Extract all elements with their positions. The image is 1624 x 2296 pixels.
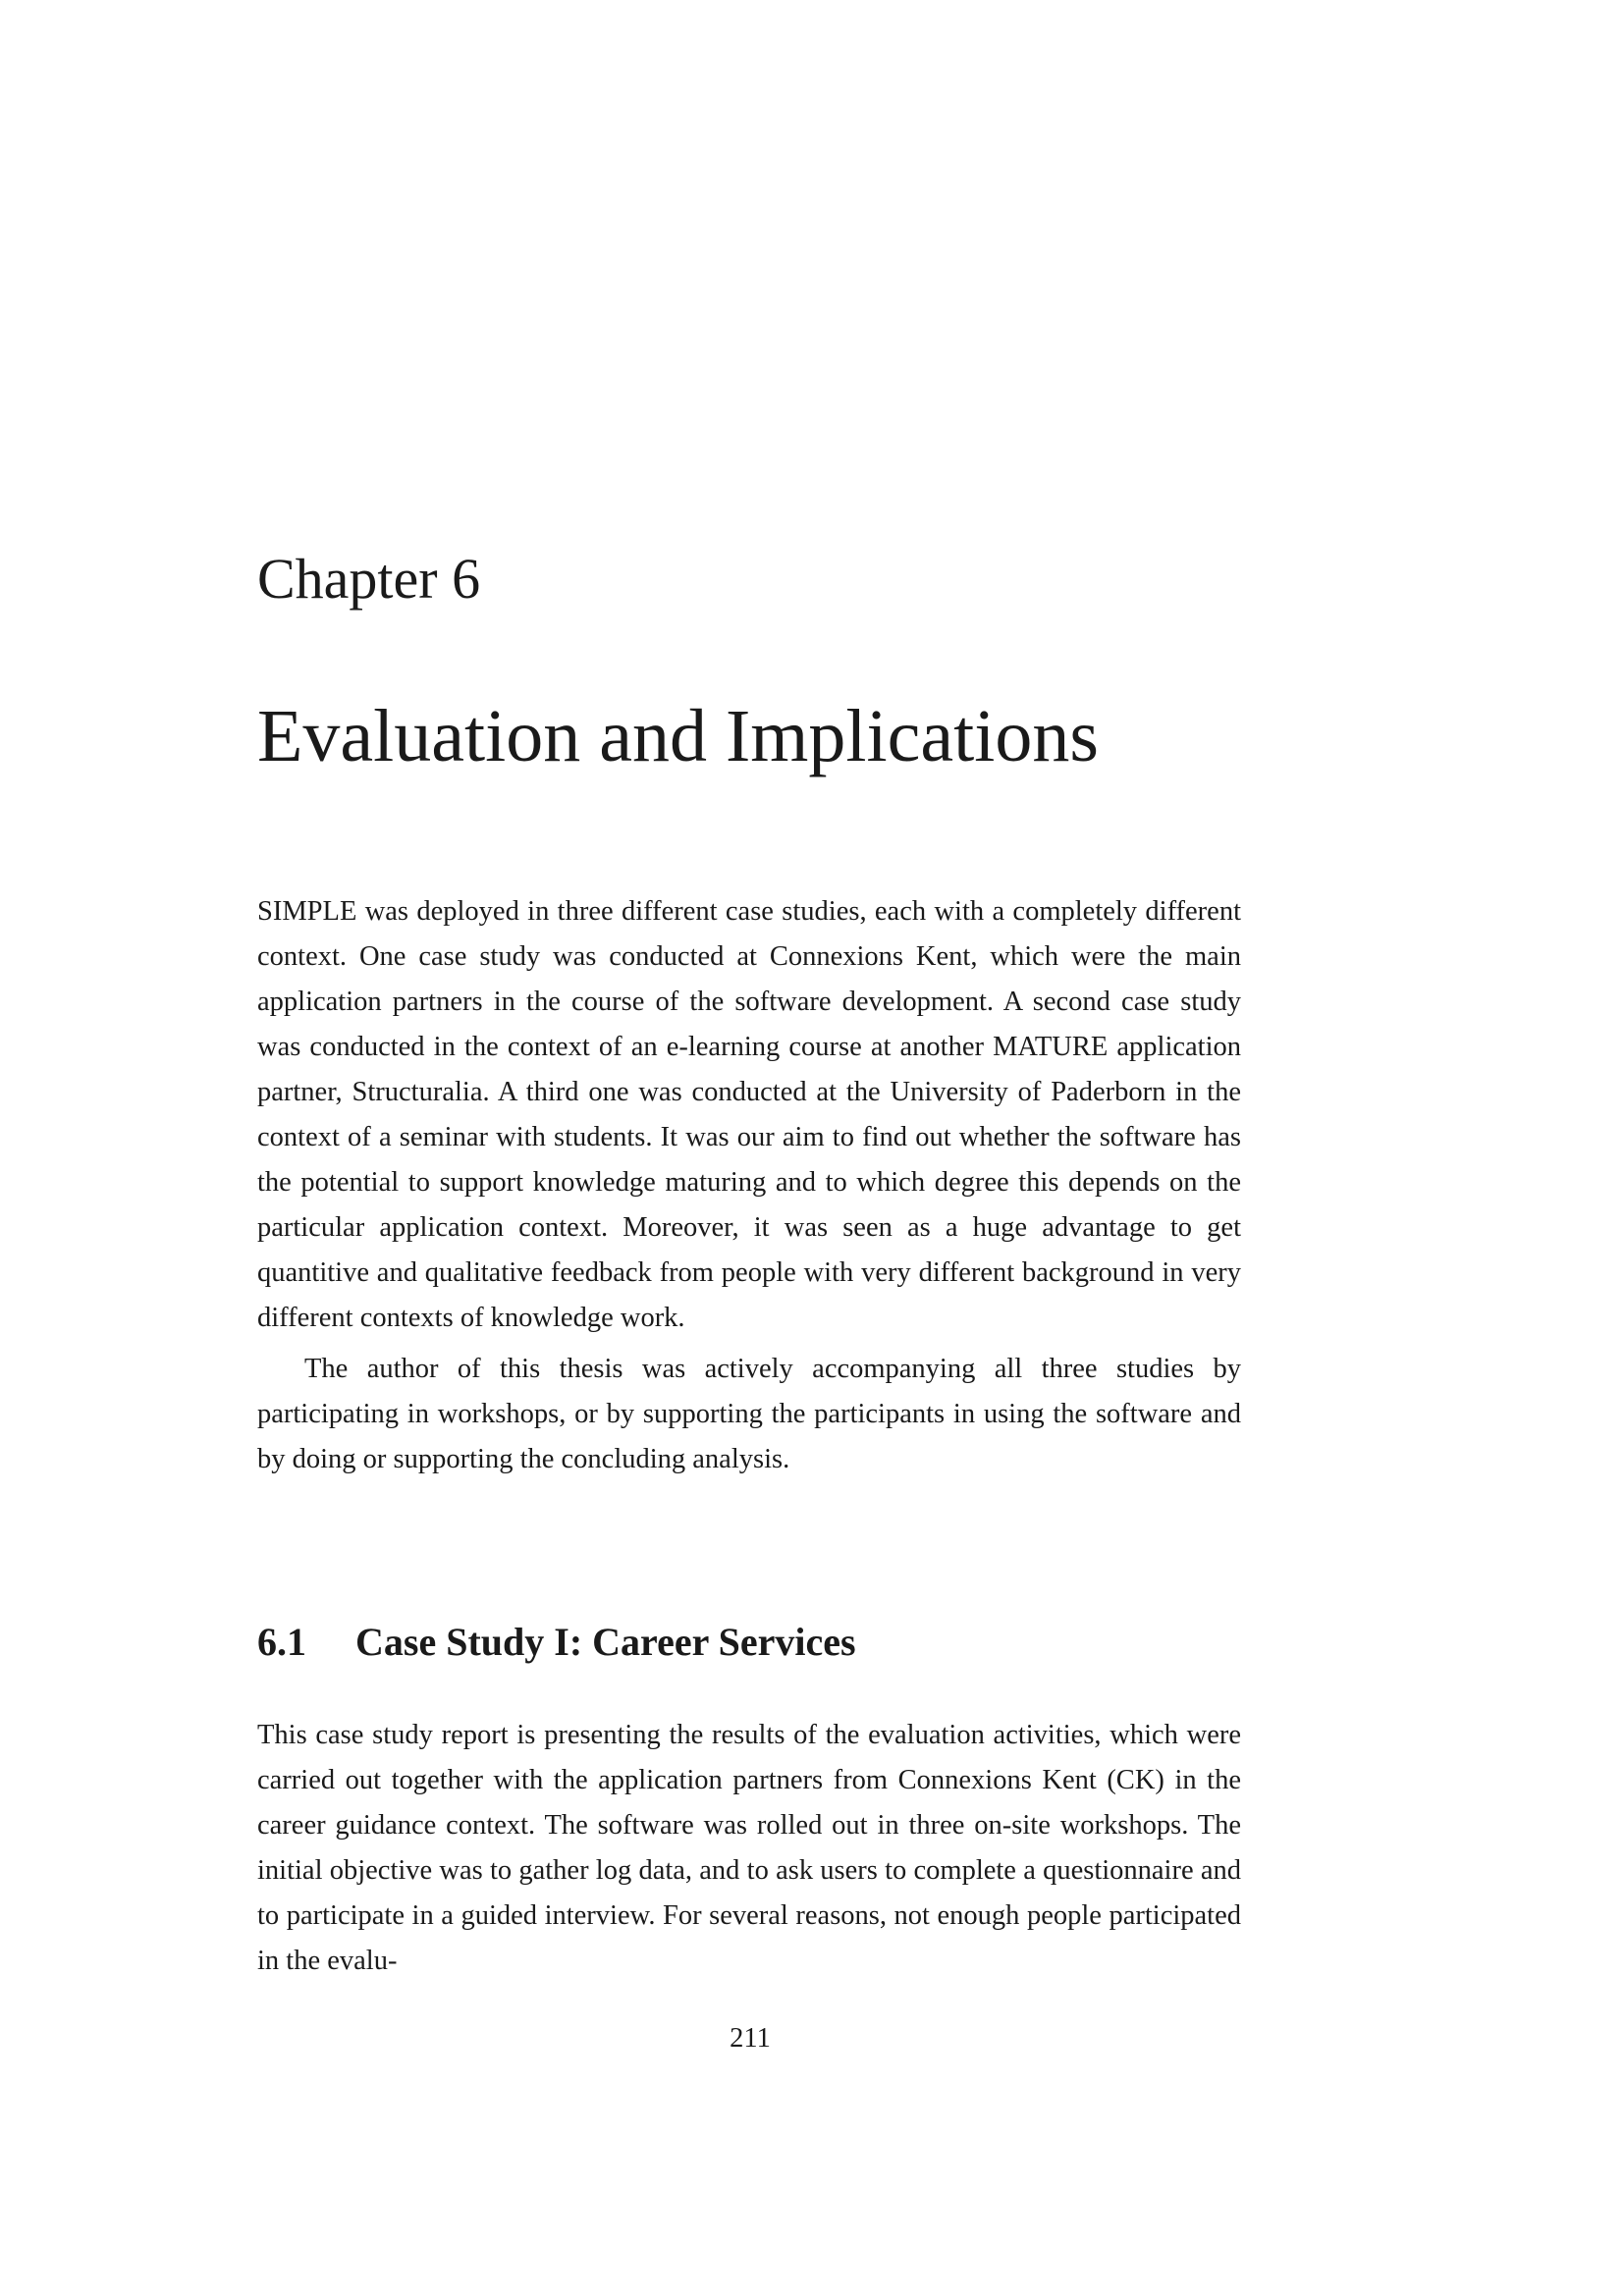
intro-paragraph-1: SIMPLE was deployed in three different case studies, each with a completely different context. One case study was conducted at Connexions Kent, which were the main application partners in the course of the software development. A second case study was conducted in the context of an e-learning course at another MATURE application partner, Structuralia. A third one was conducted at the University of Paderborn in the context of a seminar with students. It was our aim to find out whether the software has the potential to support knowledge maturing and to which degree this depends on the particular application context. Moreover, it was seen as a huge advantage to get quantitive and qualitative feedback from people with very different background in very different contexts of knowledge work. <box>257 896 1241 1333</box>
chapter-label: Chapter 6 <box>257 547 481 611</box>
section-body <box>257 1713 1241 1984</box>
chapter-title: Evaluation and Implications <box>257 695 1099 777</box>
section-number: 6.1 <box>257 1620 306 1664</box>
section-paragraph-1: This case study report is presenting the results of the evaluation activities, which were carried out together with the application partners from Connexions Kent (CK) in the career guidance context. The software was rolled out in three on-site workshops. The initial objective was to gather log data, and to ask users to complete a questionnaire and to participate in a guided interview. For several reasons, not enough people participated in the evalu- <box>257 1720 1241 1976</box>
section-heading <box>257 1617 856 1668</box>
page-number: 211 <box>730 2023 771 2054</box>
section-title: Case Study I: Career Services <box>355 1620 856 1664</box>
intro-paragraph-2: The author of this thesis was actively accompanying all three studies by participating in workshops, or by supporting the participants in using the software and by doing or supporting the concluding analysis. <box>257 1354 1241 1474</box>
intro-text <box>257 889 1241 1482</box>
